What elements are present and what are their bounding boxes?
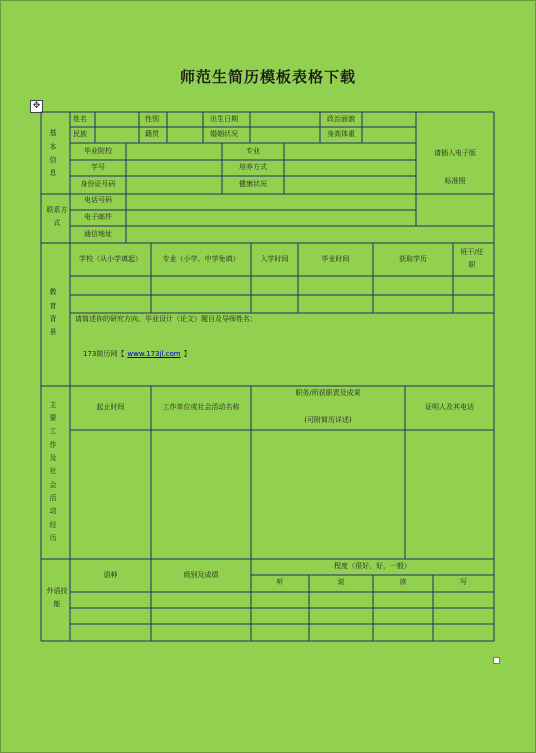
label-email: 电子邮件 bbox=[84, 213, 112, 222]
label-height: 身高体重 bbox=[327, 130, 355, 139]
label-health: 健康状况 bbox=[239, 179, 267, 188]
photo-placeholder-line2: 标准照 bbox=[444, 177, 466, 186]
photo-placeholder-line1: 请插入电子版 bbox=[434, 149, 476, 158]
col-unit: 工作单位或社会活动名称 bbox=[162, 402, 240, 411]
col-period: 起止时间 bbox=[96, 402, 125, 411]
work-section-label: 主要工作及社会活动经历 bbox=[49, 400, 57, 542]
col-cadre: 班干/任职 bbox=[460, 247, 484, 269]
col-enroll: 入学时间 bbox=[260, 255, 289, 264]
col-duty-line2: (可附简历详述) bbox=[304, 416, 352, 425]
label-marital: 婚姻状况 bbox=[210, 130, 238, 139]
col-graduate: 毕业时间 bbox=[321, 255, 350, 264]
site-link[interactable]: www.173jl.com bbox=[127, 350, 181, 359]
site-suffix: 】 bbox=[183, 350, 191, 359]
label-ethnicity: 民族 bbox=[73, 130, 87, 139]
table-resize-handle-icon[interactable] bbox=[493, 657, 500, 664]
label-native-place: 籍贯 bbox=[145, 130, 159, 139]
table-move-handle-icon[interactable]: ✥ bbox=[30, 100, 43, 113]
label-id-card: 身份证号码 bbox=[80, 179, 116, 188]
col-read: 读 bbox=[399, 578, 407, 587]
label-phone: 电话号码 bbox=[84, 196, 112, 205]
label-training: 培养方式 bbox=[239, 163, 267, 172]
label-gender: 性别 bbox=[145, 114, 159, 123]
research-note: 请简述你的研究方向、毕业设计（论文）题目及导师姓名： bbox=[75, 315, 257, 324]
basic-section-label: 基本信息 bbox=[49, 129, 57, 178]
col-speak: 说 bbox=[337, 578, 345, 587]
col-level: 级别及成绩 bbox=[183, 571, 219, 580]
education-section-label: 教育背景 bbox=[49, 288, 57, 337]
col-proficiency: 程度（很好，好，一般） bbox=[334, 562, 411, 571]
col-language: 语种 bbox=[103, 571, 118, 580]
col-listen: 听 bbox=[276, 578, 284, 587]
col-write: 写 bbox=[460, 578, 467, 587]
label-school: 毕业院校 bbox=[84, 147, 112, 156]
page-title: 师范生简历模板表格下载 bbox=[179, 68, 356, 86]
site-line bbox=[83, 349, 191, 361]
label-major: 专业 bbox=[246, 147, 260, 156]
label-address: 通信地址 bbox=[84, 229, 112, 238]
col-major: 专业（小学、中学免填） bbox=[162, 255, 240, 264]
contact-section-label: 联系方式 bbox=[46, 205, 68, 227]
label-student-id: 学号 bbox=[91, 163, 105, 172]
label-birth: 出生日期 bbox=[210, 114, 238, 123]
label-political: 政治面貌 bbox=[327, 114, 355, 123]
language-section-label: 外语技能 bbox=[46, 586, 68, 608]
label-name: 姓名 bbox=[73, 114, 87, 123]
site-prefix: 173简历网【 bbox=[83, 350, 125, 359]
col-duty-line1: 职务/所获职责及成果 bbox=[295, 389, 361, 398]
col-degree: 获取学历 bbox=[399, 255, 427, 264]
col-school: 学校（从小学填起） bbox=[79, 255, 142, 264]
col-reference: 证明人及其电话 bbox=[425, 402, 474, 411]
